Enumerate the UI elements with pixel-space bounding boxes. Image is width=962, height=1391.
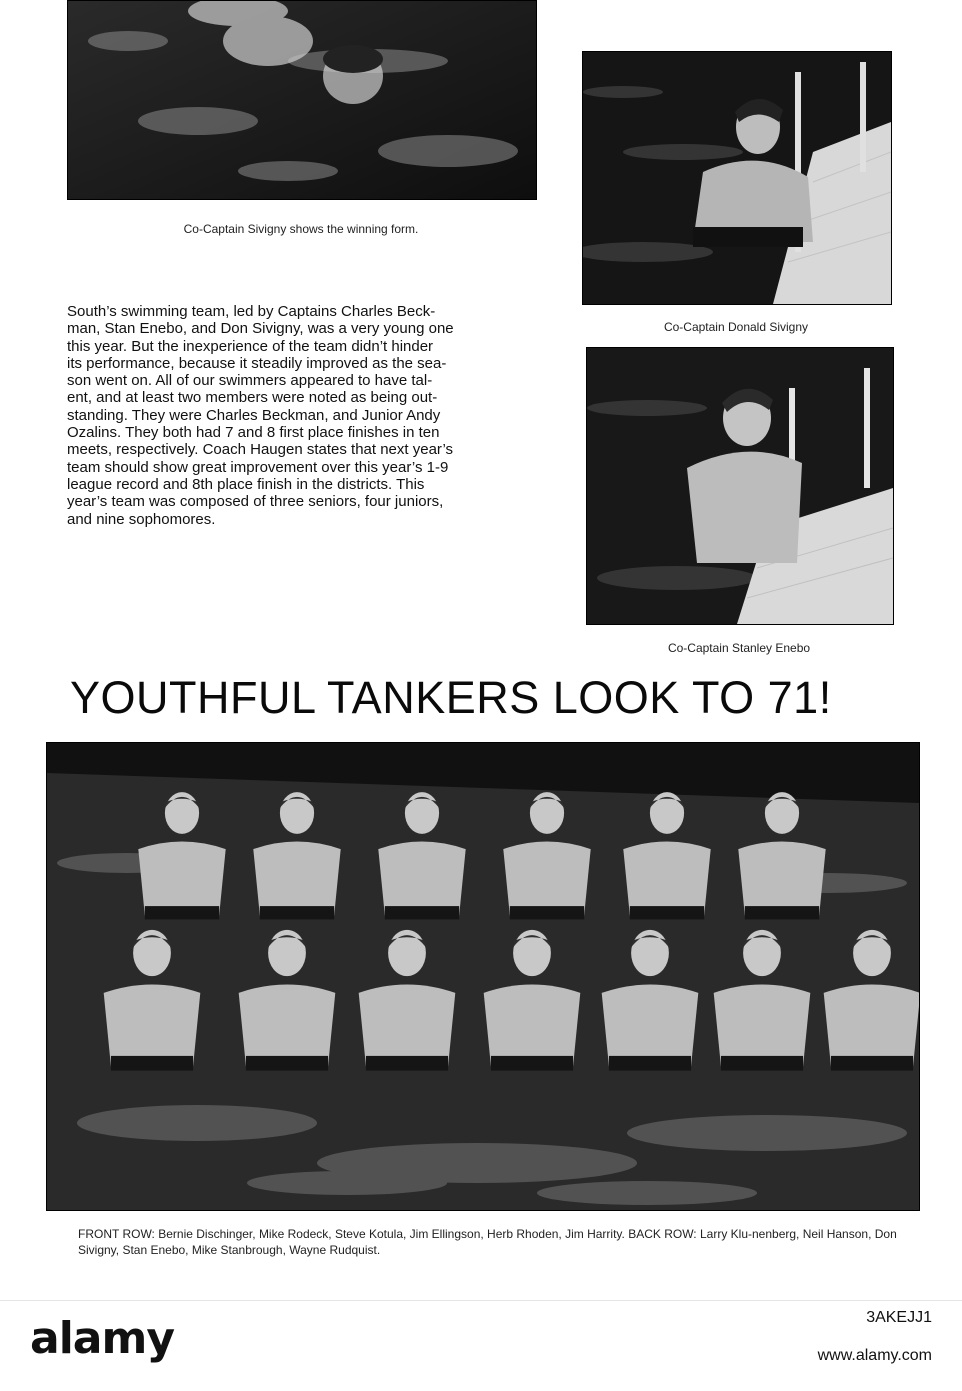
sivigny-caption: Co-Captain Donald Sivigny — [663, 320, 809, 334]
page-headline: YOUTHFUL TANKERS LOOK TO 71! — [70, 672, 832, 723]
sivigny-photo — [582, 51, 892, 305]
enebo-caption: Co-Captain Stanley Enebo — [667, 641, 811, 655]
team-photo — [46, 742, 920, 1211]
stock-image-id: 3AKEJJ1 — [866, 1309, 932, 1326]
team-caption: FRONT ROW: Bernie Dischinger, Mike Rodeck, Steve Kotula, Jim Ellingson, Herb Rhoden, Jim Harrity. BACK ROW: Larry Klu-nenberg, Neil Hanson, Don Sivigny, Stan Enebo, Mike Stanbrough, Wayne Rudquist. — [78, 1227, 897, 1257]
enebo-photo — [586, 347, 894, 625]
swimmer-caption: Co-Captain Sivigny shows the winning form. — [183, 222, 419, 236]
article-body: South’s swimming team, led by Captains Charles Beck- man, Stan Enebo, and Don Sivigny, was a very young one this year. But the inexperience of the team didn’t hinder its performance, because it steadily improved as the sea- son went on. All of our swimmers appeared to have tal- ent, and at least two members were noted as being out- standing. They were Charles Beckman, and Junior Andy Ozalins. They both had 7 and 8 first place finishes in ten meets, respectively. Coach Haugen states that next year’s team should show great improvement over this year’s 1-9 league record and 8th place finish in the districts. This year’s team was composed of three seniors, four juniors, and nine sophomores. — [67, 303, 454, 528]
stock-url: www.alamy.com — [817, 1347, 932, 1364]
alamy-logo: alamy — [30, 1313, 174, 1364]
swimmer-photo — [67, 0, 537, 200]
